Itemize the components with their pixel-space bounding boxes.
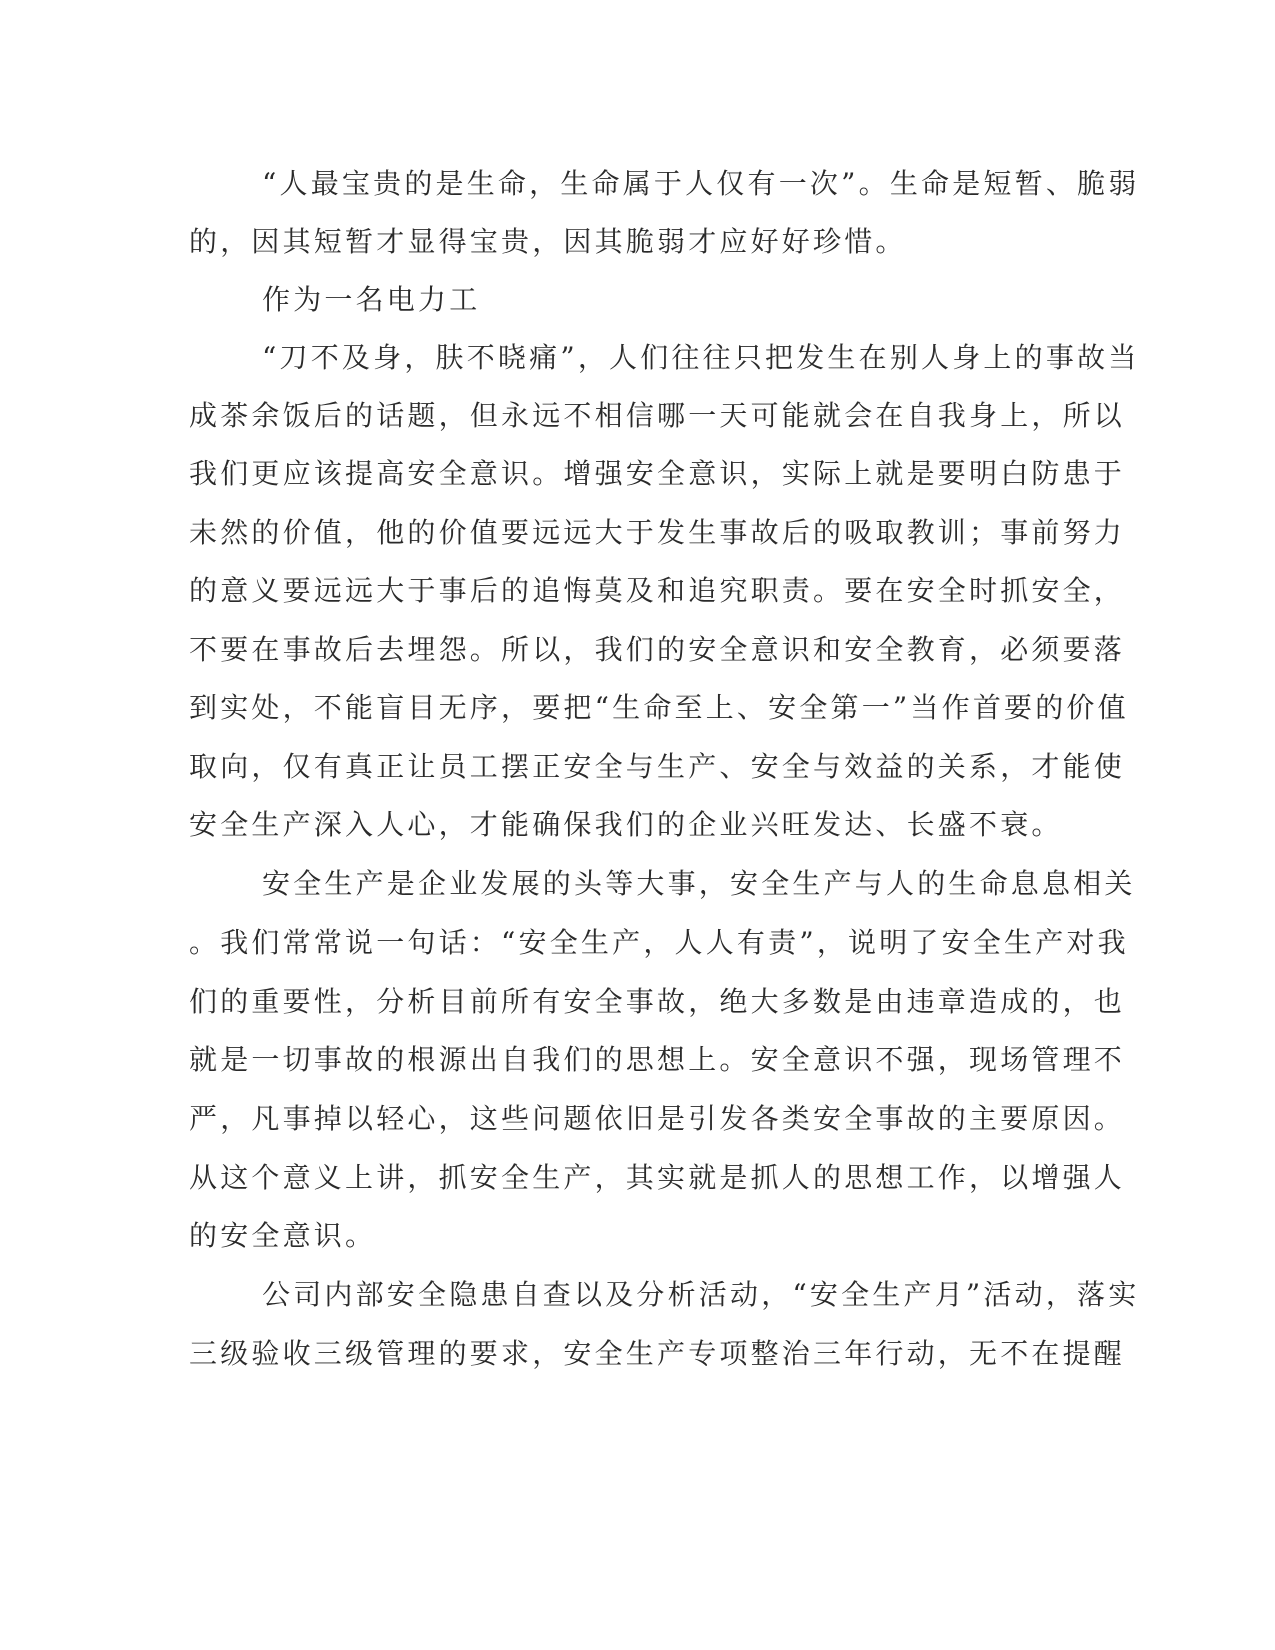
paragraph-5-line-1: 公司内部安全隐患自查以及分析活动，“安全生产月”活动，落实 bbox=[262, 1278, 1140, 1311]
paragraph-4-line-6: 从这个意义上讲，抓安全生产，其实就是抓人的思想工作，以增强人 bbox=[189, 1161, 1126, 1194]
paragraph-4-line-4: 就是一切事故的根源出自我们的思想上。安全意识不强，现场管理不 bbox=[189, 1043, 1126, 1076]
paragraph-3-line-1: “刀不及身，肤不晓痛”，人们往往只把发生在别人身上的事故当 bbox=[262, 341, 1140, 374]
paragraph-5-line-2: 三级验收三级管理的要求，安全生产专项整治三年行动，无不在提醒 bbox=[189, 1337, 1126, 1370]
paragraph-3-line-6: 不要在事故后去埋怨。所以，我们的安全意识和安全教育，必须要落 bbox=[189, 633, 1126, 666]
paragraph-1-line-2: 的，因其短暂才显得宝贵，因其脆弱才应好好珍惜。 bbox=[189, 225, 907, 258]
paragraph-3-line-8: 取向，仅有真正让员工摆正安全与生产、安全与效益的关系，才能使 bbox=[189, 750, 1126, 783]
paragraph-1-line-1: “人最宝贵的是生命，生命属于人仅有一次”。生命是短暂、脆弱 bbox=[262, 167, 1140, 200]
paragraph-4-line-3: 们的重要性，分析目前所有安全事故，绝大多数是由违章造成的，也 bbox=[189, 985, 1126, 1018]
paragraph-2-line-1: 作为一名电力工 bbox=[262, 283, 481, 316]
paragraph-3-line-4: 未然的价值，他的价值要远远大于发生事故后的吸取教训；事前努力 bbox=[189, 516, 1126, 549]
paragraph-4-line-2: 。我们常常说一句话：“安全生产，人人有责”，说明了安全生产对我 bbox=[189, 926, 1129, 959]
paragraph-3-line-3: 我们更应该提高安全意识。增强安全意识，实际上就是要明白防患于 bbox=[189, 457, 1126, 490]
paragraph-4-line-5: 严，凡事掉以轻心，这些问题依旧是引发各类安全事故的主要原因。 bbox=[189, 1102, 1126, 1135]
paragraph-4-line-7: 的安全意识。 bbox=[189, 1219, 377, 1252]
paragraph-3-line-7: 到实处，不能盲目无序，要把“生命至上、安全第一”当作首要的价值 bbox=[189, 691, 1129, 724]
paragraph-3-line-2: 成茶余饭后的话题，但永远不相信哪一天可能就会在自我身上，所以 bbox=[189, 399, 1126, 432]
paragraph-3-line-9: 安全生产深入人心，才能确保我们的企业兴旺发达、长盛不衰。 bbox=[189, 808, 1063, 841]
paragraph-3-line-5: 的意义要远远大于事后的追悔莫及和追究职责。要在安全时抓安全， bbox=[189, 574, 1126, 607]
paragraph-4-line-1: 安全生产是企业发展的头等大事，安全生产与人的生命息息相关 bbox=[262, 867, 1136, 900]
